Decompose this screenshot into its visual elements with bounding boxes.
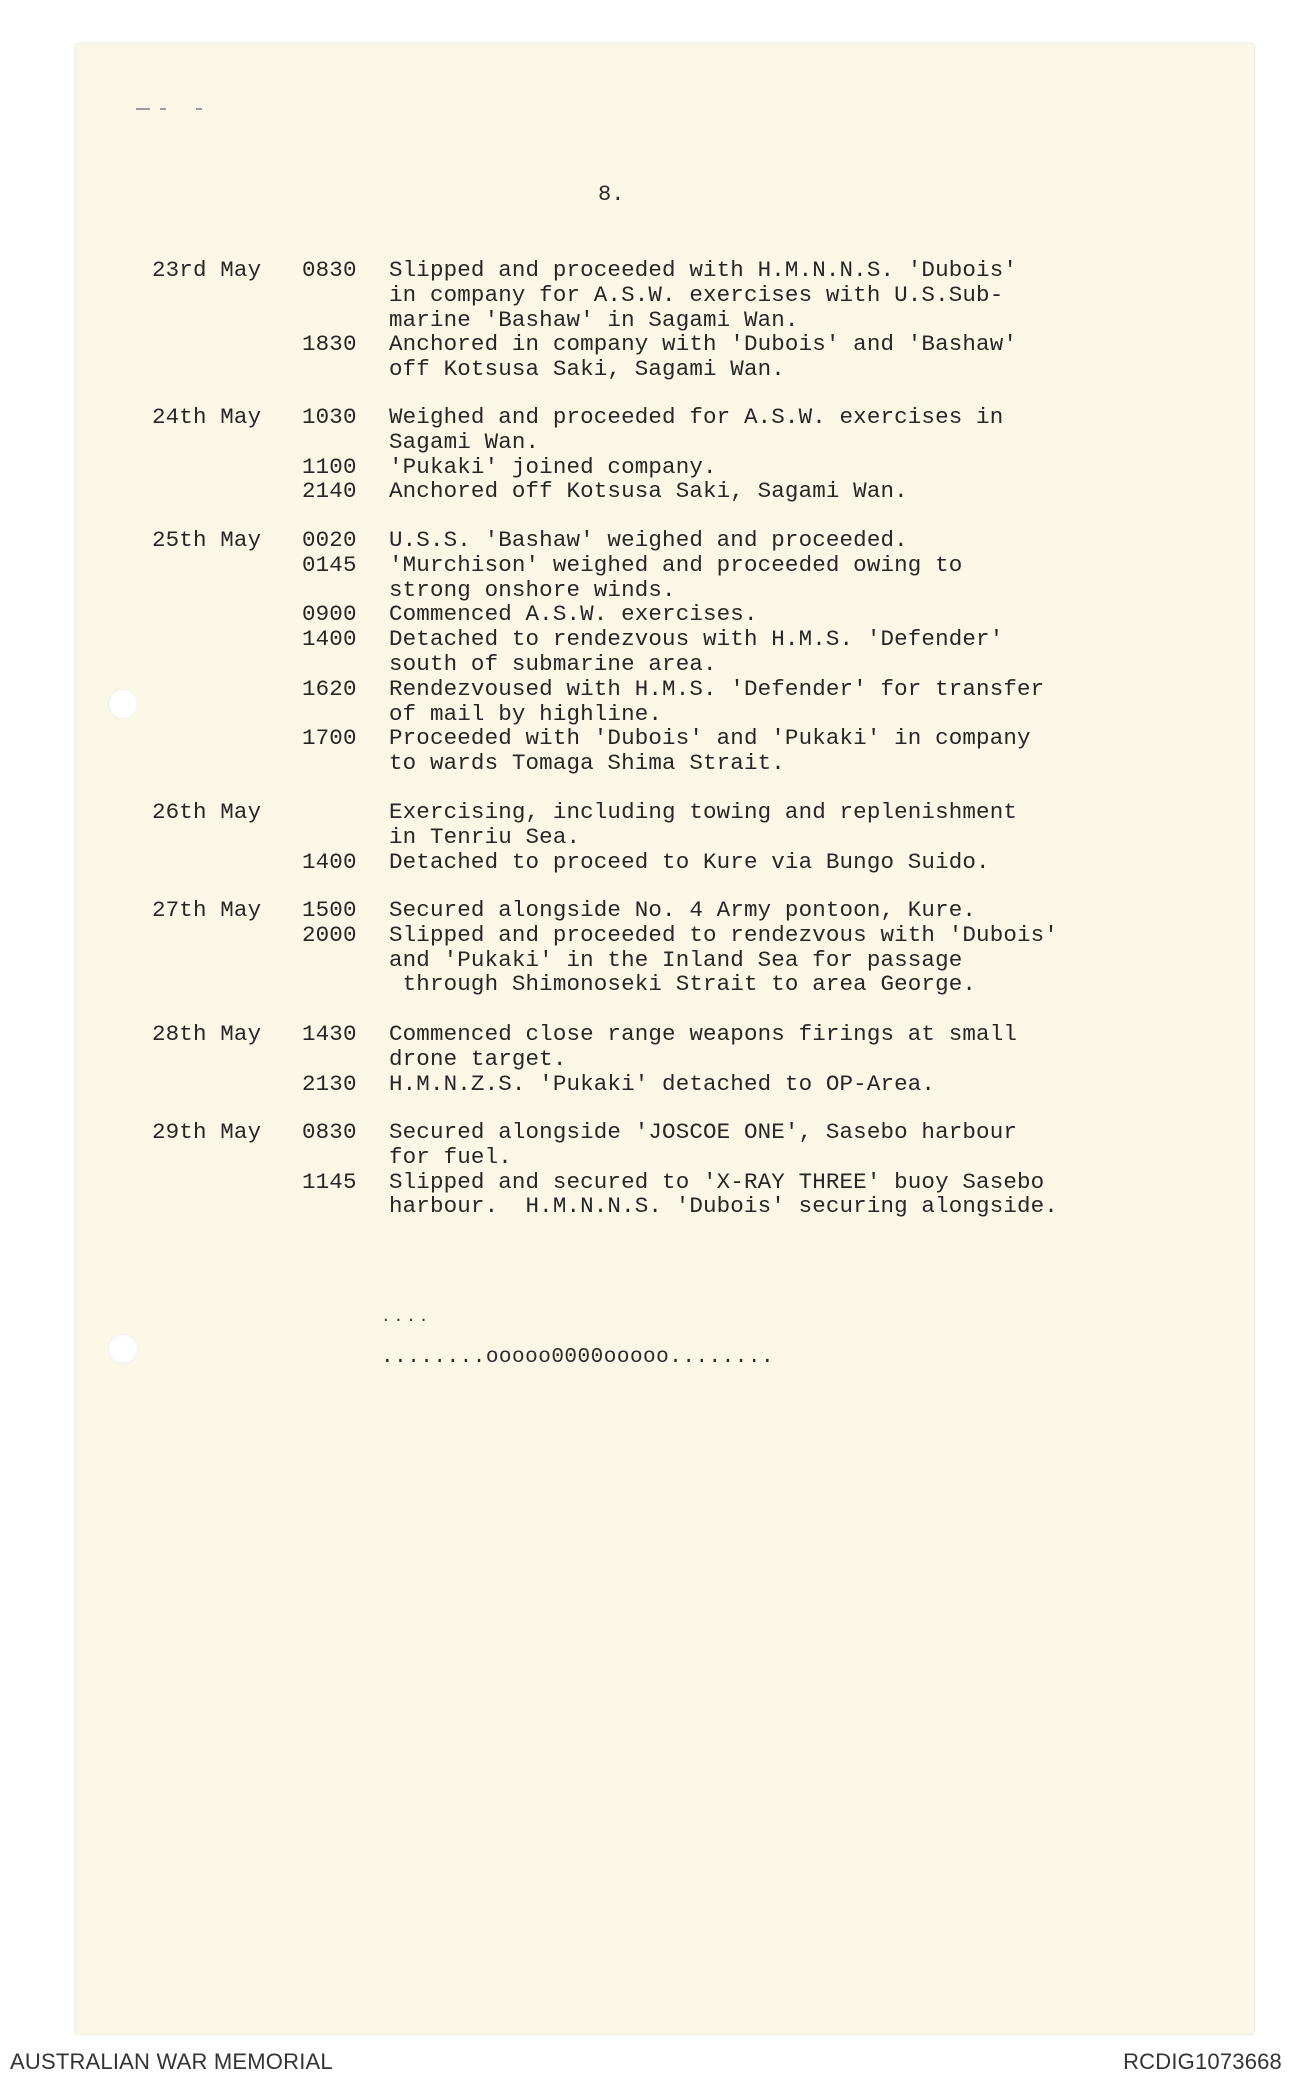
entry-text: Anchored off Kotsusa Saki, Sagami Wan. <box>389 478 908 505</box>
entry-time: 1145 <box>302 1168 357 1195</box>
entry-text: 'Pukaki' joined company. <box>389 453 717 480</box>
stray-mark <box>160 108 166 110</box>
entry-text: through Shimonoseki Strait to area George. <box>389 971 977 998</box>
entry-date: 28th May <box>152 1021 262 1047</box>
entry-text: in company for A.S.W. exercises with U.S.Sub- <box>389 281 1004 308</box>
entry-text: Detached to rendezvous with H.M.S. 'Defender' <box>389 626 1004 653</box>
entry-text: Slipped and secured to 'X-RAY THREE' buoy Sasebo <box>389 1168 1045 1195</box>
entry-date: 25th May <box>152 527 262 553</box>
entry-time: 0830 <box>302 257 357 283</box>
entry-text: for fuel. <box>389 1143 512 1170</box>
ellipsis-mark: .... <box>381 1308 432 1326</box>
entry-text: Detached to proceed to Kure via Bungo Suido. <box>389 848 990 875</box>
stray-mark <box>136 108 150 110</box>
entry-text: Rendezvoused with H.M.S. 'Defender' for transfer <box>389 675 1045 702</box>
entry-time: 1400 <box>302 848 357 875</box>
entry-text: and 'Pukaki' in the Inland Sea for passage <box>389 946 963 973</box>
entry-time: 0020 <box>302 527 357 553</box>
entry-text: Sagami Wan. <box>389 428 540 455</box>
entry-text: Anchored in company with 'Dubois' and 'Bashaw' <box>389 331 1018 358</box>
entry-time: 1100 <box>302 453 357 480</box>
entry-text: south of submarine area. <box>389 651 717 677</box>
entry-time: 0900 <box>302 601 357 628</box>
entry-time: 1700 <box>302 725 357 752</box>
entry-text: to wards Tomaga Shima Strait. <box>389 750 785 777</box>
entry-text: Proceeded with 'Dubois' and 'Pukaki' in company <box>389 725 1031 752</box>
entry-text: in Tenriu Sea. <box>389 823 581 850</box>
entry-text: strong onshore winds. <box>389 576 676 603</box>
entry-text: off Kotsusa Saki, Sagami Wan. <box>389 356 785 383</box>
end-of-section-mark: ........ooooo0000ooooo........ <box>381 1346 775 1369</box>
entry-time: 1400 <box>302 626 357 653</box>
entry-text: Secured alongside 'JOSCOE ONE', Sasebo harbour <box>389 1119 1018 1145</box>
entry-text: Weighed and proceeded for A.S.W. exercises in <box>389 404 1004 430</box>
entry-text: Commenced close range weapons firings at small <box>389 1021 1018 1047</box>
footer-reference-id: RCDIG1073668 <box>1123 2049 1282 2074</box>
punch-hole <box>108 689 138 719</box>
entry-time: 1030 <box>302 404 357 430</box>
punch-hole <box>108 1334 138 1364</box>
entry-text: Slipped and proceeded with H.M.N.N.S. 'Dubois' <box>389 257 1018 283</box>
entry-time: 2130 <box>302 1070 357 1097</box>
entry-text: drone target. <box>389 1045 567 1072</box>
entry-time: 0830 <box>302 1119 357 1145</box>
entry-text: harbour. H.M.N.N.S. 'Dubois' securing alongside. <box>389 1193 1058 1220</box>
entry-text: Commenced A.S.W. exercises. <box>389 601 758 628</box>
entry-text: Secured alongside No. 4 Army pontoon, Kure. <box>389 897 977 923</box>
entry-text: of mail by highline. <box>389 700 663 727</box>
entry-time: 1430 <box>302 1021 357 1047</box>
entry-text: 'Murchison' weighed and proceeded owing to <box>389 551 963 578</box>
page-number: 8. <box>598 182 625 207</box>
stray-mark <box>196 108 202 110</box>
entry-time: 2000 <box>302 921 357 948</box>
entry-time: 2140 <box>302 478 357 505</box>
entry-date: 23rd May <box>152 257 262 283</box>
entry-time: 0145 <box>302 551 357 578</box>
entry-text: marine 'Bashaw' in Sagami Wan. <box>389 306 799 333</box>
entry-time: 1500 <box>302 897 357 923</box>
entry-time: 1830 <box>302 331 357 358</box>
entry-date: 24th May <box>152 404 262 430</box>
footer-institution: AUSTRALIAN WAR MEMORIAL <box>10 2049 333 2074</box>
entry-date: 29th May <box>152 1119 262 1145</box>
entry-date: 26th May <box>152 799 262 825</box>
entry-date: 27th May <box>152 897 262 923</box>
entry-time: 1620 <box>302 675 357 702</box>
entry-text: U.S.S. 'Bashaw' weighed and proceeded. <box>389 527 908 553</box>
entry-text: H.M.N.Z.S. 'Pukaki' detached to OP-Area. <box>389 1070 936 1097</box>
entry-text: Slipped and proceeded to rendezvous with 'Dubois' <box>389 921 1058 948</box>
entry-text: Exercising, including towing and replenishment <box>389 799 1018 825</box>
